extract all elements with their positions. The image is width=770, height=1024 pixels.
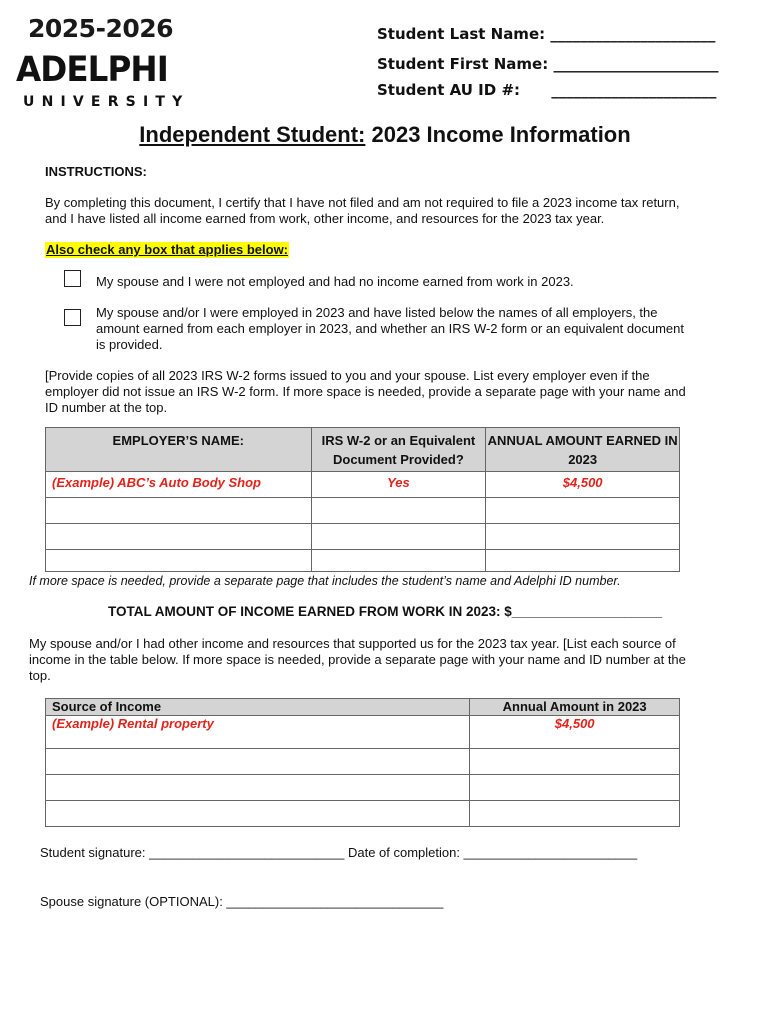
income-amount-cell[interactable] (470, 801, 680, 827)
employer-name-cell[interactable] (46, 524, 312, 550)
w2-note: [Provide copies of all 2023 IRS W-2 forms issued to you and your spouse. List every employer even if the employer did not issue an IRS W-2 form. If more space is needed, provide a separate page with your name and ID number at the top. (45, 368, 686, 415)
example-w2-provided: Yes (311, 472, 486, 498)
example-annual-amount: $4,500 (486, 472, 680, 498)
title-underlined: Independent Student: (139, 122, 366, 147)
annual-amount-cell[interactable] (486, 550, 680, 572)
table-row (46, 801, 680, 827)
annual-amount-cell[interactable] (486, 524, 680, 550)
w2-provided-cell[interactable] (311, 550, 486, 572)
table-row (46, 749, 680, 775)
table-row (46, 472, 680, 498)
student-first-name-field[interactable]: Student First Name: ______________________ (377, 55, 719, 73)
table-row (46, 716, 680, 749)
school-year: 2025-2026 (28, 14, 174, 43)
other-income-table (45, 698, 680, 827)
checkbox-employed-label: My spouse and/or I were employed in 2023 and have listed below the names of all employers, the amount earned from each employer in 2023, and whether an IRS W-2 form or an equivalent document is provided. (96, 305, 684, 352)
student-signature-field[interactable]: Student signature: ___________________________ (40, 845, 345, 860)
income-amount-cell[interactable] (470, 749, 680, 775)
student-au-id-field[interactable]: Student AU ID #: ______________________ (377, 81, 717, 99)
instructions-heading: INSTRUCTIONS: (45, 164, 147, 179)
example-income-source: (Example) Rental property (46, 716, 470, 749)
annual-amount-cell[interactable] (486, 498, 680, 524)
w2-provided-cell[interactable] (311, 498, 486, 524)
employer-name-cell[interactable] (46, 498, 312, 524)
annual-amount-header: ANNUAL AMOUNT EARNED IN 2023 (486, 428, 680, 472)
example-income-amount: $4,500 (470, 716, 680, 749)
table-header-row (46, 699, 680, 716)
signature-row (40, 845, 637, 861)
check-prompt: Also check any box that applies below: (46, 242, 289, 257)
income-source-cell[interactable] (46, 749, 470, 775)
income-amount-cell[interactable] (470, 775, 680, 801)
adelphi-logo-subtitle: UNIVERSITY (23, 94, 190, 110)
income-source-cell[interactable] (46, 801, 470, 827)
student-last-name-field[interactable]: Student Last Name: ______________________ (377, 25, 716, 43)
page-title (0, 122, 770, 148)
annual-amount-header: Annual Amount in 2023 (470, 699, 680, 716)
employer-name-header: EMPLOYER’S NAME: (46, 428, 312, 472)
table-row (46, 775, 680, 801)
w2-provided-cell[interactable] (311, 524, 486, 550)
other-income-text: My spouse and/or I had other income and resources that supported us for the 2023 tax year. [List each source of income in the table below. If more space is needed, provide a separate page with your name and ID number at the top. (29, 636, 686, 683)
employer-name-cell[interactable] (46, 550, 312, 572)
date-of-completion-field[interactable]: Date of completion: ________________________ (347, 845, 638, 860)
table-row (46, 524, 680, 550)
table-row (46, 550, 680, 572)
instructions-body: By completing this document, I certify that I have not filed and am not required to file a 2023 income tax return, and I have listed all income earned from work, other income, and resources for the 2023 tax year. (45, 195, 680, 226)
checkbox-employed[interactable] (64, 309, 81, 326)
source-of-income-header: Source of Income (46, 699, 470, 716)
employer-table-note: If more space is needed, provide a separate page that includes the student’s name and Adelphi ID number. (29, 574, 621, 588)
w2-provided-header: IRS W-2 or an Equivalent Document Provided? (311, 428, 486, 472)
title-rest: 2023 Income Information (365, 122, 631, 147)
table-row (46, 498, 680, 524)
example-employer-name: (Example) ABC’s Auto Body Shop (46, 472, 312, 498)
income-source-cell[interactable] (46, 775, 470, 801)
adelphi-logo: ADELPHI (16, 50, 168, 90)
checkbox-no-employment[interactable] (64, 270, 81, 287)
checkbox-no-employment-label: My spouse and I were not employed and had no income earned from work in 2023. (96, 274, 574, 289)
table-header-row (46, 428, 680, 472)
employer-table (45, 427, 680, 572)
spouse-signature-field[interactable]: Spouse signature (OPTIONAL): ______________________________ (40, 894, 444, 909)
total-income-field[interactable]: TOTAL AMOUNT OF INCOME EARNED FROM WORK IN 2023: $____________________ (108, 604, 662, 619)
